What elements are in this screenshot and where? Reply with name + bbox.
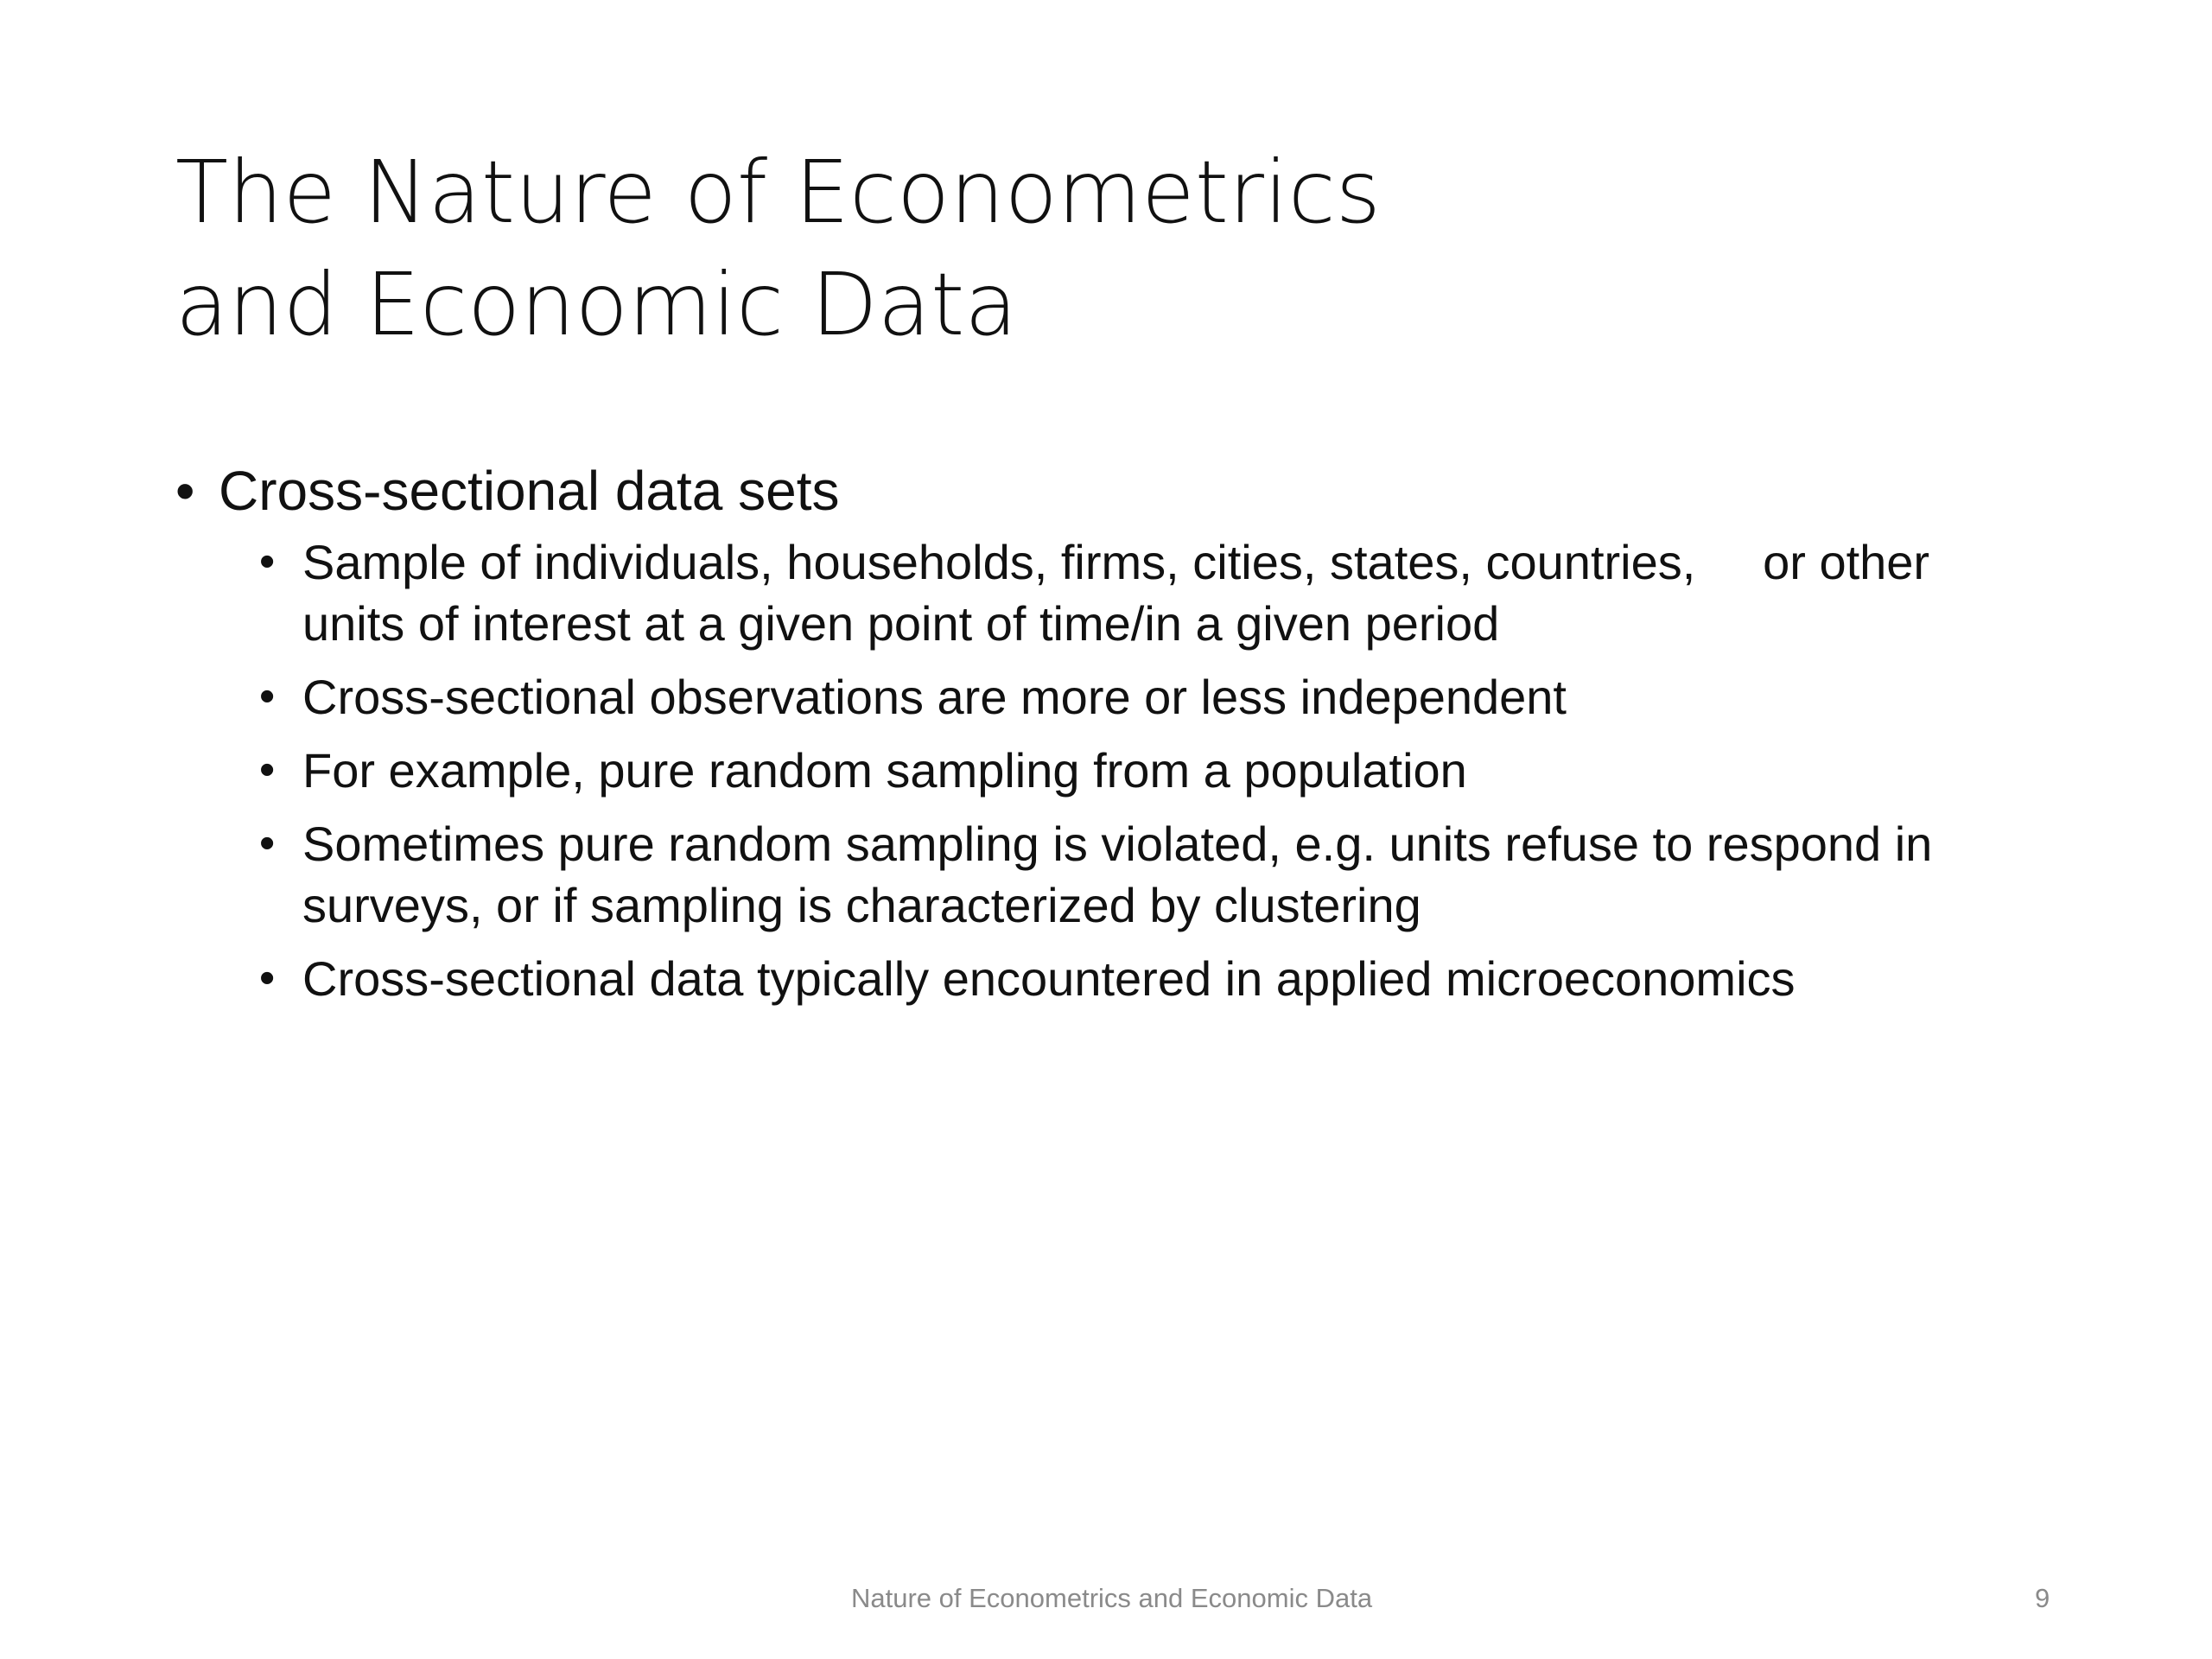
bullet-dot: • [259, 745, 276, 795]
slide-content [175, 454, 2059, 1021]
sub-bullet [259, 813, 2059, 936]
slide-title-line-2: and Economic Data [175, 254, 1018, 355]
sub-bullet-list [175, 531, 2059, 1009]
sub-bullet-text: Cross-sectional data typically encountered in applied microeconomics [302, 951, 1796, 1006]
sub-bullet [259, 740, 2059, 801]
bullet-dot: • [259, 953, 276, 1003]
sub-bullet-text-continued: surveys, or if sampling is characterized by clustering [302, 878, 1421, 932]
sub-bullet-text: Sometimes pure random sampling is violated, e.g. units refuse to respond in [302, 817, 1933, 871]
slide-footer [0, 1583, 2212, 1618]
bullet-dot: • [259, 818, 276, 868]
slide-title-line-1: The Nature of Econometrics [175, 142, 1381, 243]
sub-bullet-text: Sample of individuals, households, firms, cities, states, countries, or other [302, 535, 1930, 589]
main-bullet [175, 454, 2059, 528]
sub-bullet-text: Cross-sectional observations are more or less independent [302, 670, 1567, 724]
footer-text: Nature of Econometrics and Economic Data [851, 1583, 1373, 1613]
main-bullet-text: Cross-sectional data sets [219, 460, 840, 522]
bullet-dot: • [175, 460, 195, 522]
bullet-dot: • [259, 537, 276, 587]
sub-bullet-text-continued: units of interest at a given point of time/in a given period [302, 596, 1500, 651]
bullet-dot: • [259, 671, 276, 721]
slide-number: 9 [2035, 1583, 2050, 1613]
slide-title [175, 137, 2033, 361]
sub-bullet [259, 531, 2059, 654]
sub-bullet [259, 666, 2059, 728]
sub-bullet-text: For example, pure random sampling from a population [302, 743, 1467, 798]
sub-bullet [259, 948, 2059, 1009]
